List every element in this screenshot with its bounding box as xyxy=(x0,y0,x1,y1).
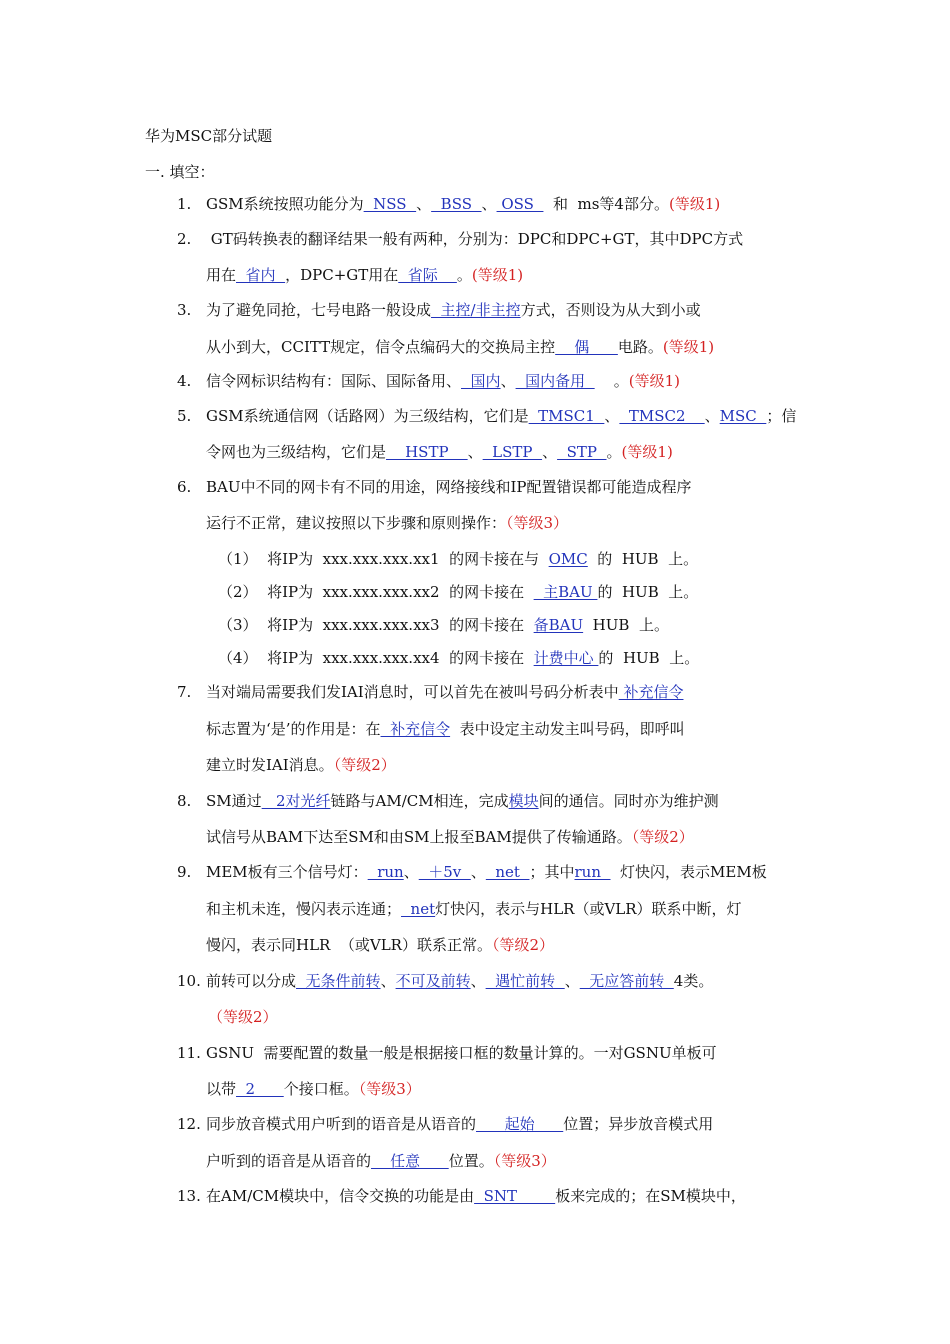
answer-blank: TMSC2 xyxy=(619,407,705,425)
answer-blank: 省内 xyxy=(236,266,286,284)
level-tag: (等级1) xyxy=(621,443,673,461)
question-2-line-1: GT码转换表的翻译结果一般有两种，分别为：DPC和DPC+GT，其中DPC方式 xyxy=(206,230,744,248)
question-1: GSM系统按照功能分为 NSS 、 BSS 、 OSS 和 ms等4部分。(等级1) xyxy=(206,195,721,213)
question-12-line-1: 同步放音模式用户听到的语音是从语音的 起始 位置；异步放音模式用 xyxy=(206,1115,714,1133)
answer-blank: HSTP xyxy=(386,443,468,461)
level-tag: (等级1) xyxy=(668,195,721,213)
question-3-line-2: 从小到大，CCITT规定，信令点编码大的交换局主控 偶 电路。(等级1) xyxy=(206,338,715,356)
answer-blank: SNT xyxy=(474,1187,556,1205)
question-11-line-2: 以带 2 个接口框。（等级3） xyxy=(206,1080,421,1098)
question-5-line-1: GSM系统通信网（话路网）为三级结构，它们是 TMSC1 、 TMSC2 、MSC ；信 xyxy=(206,407,797,425)
answer-blank: ＋5v xyxy=(418,863,471,881)
answer-blank: 偶 xyxy=(555,338,618,356)
question-5-line-2: 令网也为三级结构，它们是 HSTP 、 LSTP 、 STP 。(等级1) xyxy=(206,443,673,461)
question-number: 3. xyxy=(177,301,192,319)
question-12-line-2: 户听到的语音是从语音的 任意 位置。（等级3） xyxy=(206,1152,556,1170)
answer-blank: 主控/非主控 xyxy=(431,301,521,319)
answer-blank: 国内备用 xyxy=(515,372,595,390)
level-tag: （等级2） xyxy=(491,936,555,954)
answer-blank: 2对光纤 xyxy=(261,792,331,810)
question-10-level xyxy=(208,1007,278,1027)
level-tag: （等级3） xyxy=(493,1152,556,1170)
answer-blank: 遇忙前转 xyxy=(485,972,565,990)
question-number: 5. xyxy=(177,407,192,425)
question-8-line-1: SM通过 2对光纤链路与AM/CM相连，完成模块间的通信。同时亦为维护测 xyxy=(206,792,719,810)
answer-blank: STP xyxy=(557,443,607,461)
question-7-line-3: 建立时发IAI消息。（等级2） xyxy=(206,756,396,774)
answer-blank: 模块 xyxy=(508,792,539,810)
answer-blank: 主BAU xyxy=(533,583,598,601)
answer-blank: OSS xyxy=(496,195,544,213)
question-number: 7. xyxy=(177,683,192,701)
question-6-line-1: BAU中不同的网卡有不同的用途，网络接线和IP配置错误都可能造成程序 xyxy=(206,478,692,496)
question-number: 1. xyxy=(177,195,192,213)
answer-blank: 国内 xyxy=(461,372,501,390)
answer-blank: run xyxy=(574,863,611,881)
sub-item: （3） 将IP为 xxx.xxx.xxx.xx3 的网卡接在 备BAU HUB 上。 xyxy=(218,616,669,634)
question-11-line-1: GSNU 需要配置的数量一般是根据接口框的数量计算的。一对GSNU单板可 xyxy=(206,1044,717,1062)
answer-blank: OMC xyxy=(548,550,588,568)
answer-blank: 任意 xyxy=(371,1152,449,1170)
question-10: 前转可以分成 无条件前转、不可及前转、 遇忙前转 、 无应答前转 4类。 xyxy=(206,972,714,990)
question-number: 12. xyxy=(177,1115,201,1133)
question-9-line-1: MEM板有三个信号灯： run、 ＋5v 、 net ；其中run 灯快闪，表示MEM板 xyxy=(206,863,767,881)
answer-blank: MSC xyxy=(719,407,767,425)
answer-blank: run xyxy=(367,863,404,881)
question-3-line-1: 为了避免同抢，七号电路一般设成 主控/非主控方式，否则设为从大到小或 xyxy=(206,301,701,319)
answer-blank: 补充信令 xyxy=(380,720,451,738)
answer-blank: BSS xyxy=(431,195,482,213)
answer-blank: 备BAU xyxy=(533,616,584,634)
level-tag: （等级2） xyxy=(208,1008,278,1026)
level-tag: （等级2） xyxy=(631,828,694,846)
answer-blank: 不可及前转 xyxy=(395,972,471,990)
question-number: 10. xyxy=(177,972,201,990)
answer-blank: net xyxy=(401,900,436,918)
section-heading: 一. 填空： xyxy=(145,163,215,181)
question-6-line-2: 运行不正常，建议按照以下步骤和原则操作：（等级3） xyxy=(206,514,569,532)
question-9-line-2: 和主机未连，慢闪表示连通； net灯快闪，表示与HLR（或VLR）联系中断，灯 xyxy=(206,900,742,918)
sub-item: （2） 将IP为 xxx.xxx.xxx.xx2 的网卡接在 主BAU 的 HUB 上。 xyxy=(218,583,699,601)
answer-blank: 省际 xyxy=(398,266,457,284)
question-number: 13. xyxy=(177,1187,201,1205)
level-tag: （等级3） xyxy=(358,1080,421,1098)
level-tag: (等级1) xyxy=(628,372,680,390)
question-number: 9. xyxy=(177,863,192,881)
question-number: 6. xyxy=(177,478,192,496)
question-number: 2. xyxy=(177,230,192,248)
document-title: 华为MSC部分试题 xyxy=(145,127,273,145)
question-7-line-2: 标志置为‘是’的作用是：在 补充信令 表中设定主动发主叫号码，即呼叫 xyxy=(206,720,685,738)
answer-blank: 2 xyxy=(236,1080,284,1098)
answer-blank: 计费中心 xyxy=(533,649,599,667)
level-tag: (等级1) xyxy=(471,266,524,284)
answer-blank: net xyxy=(485,863,530,881)
sub-item: （1） 将IP为 xxx.xxx.xxx.xx1 的网卡接在与 OMC 的 HUB 上。 xyxy=(218,550,699,568)
sub-item: （4） 将IP为 xxx.xxx.xxx.xx4 的网卡接在 计费中心 的 HUB 上。 xyxy=(218,649,700,667)
answer-blank: 无条件前转 xyxy=(296,972,381,990)
answer-blank: 补充信令 xyxy=(618,683,684,701)
question-2-line-2: 用在 省内 ，DPC+GT用在 省际 。(等级1) xyxy=(206,266,524,284)
question-13-line-1: 在AM/CM模块中，信令交换的功能是由 SNT 板来完成的；在SM模块中， xyxy=(206,1187,746,1205)
answer-blank: NSS xyxy=(363,195,417,213)
question-9-line-3: 慢闪，表示同HLR （或VLR）联系正常。（等级2） xyxy=(206,936,555,954)
level-tag: （等级2） xyxy=(333,756,396,774)
answer-blank: LSTP xyxy=(482,443,543,461)
question-number: 4. xyxy=(177,372,192,390)
question-number: 8. xyxy=(177,792,192,810)
question-4: 信令网标识结构有：国际、国际备用、 国内、 国内备用 。(等级1) xyxy=(206,372,680,390)
answer-blank: 无应答前转 xyxy=(579,972,674,990)
question-number: 11. xyxy=(177,1044,201,1062)
level-tag: （等级3） xyxy=(506,514,569,532)
question-8-line-2: 试信号从BAM下达至SM和由SM上报至BAM提供了传输通路。（等级2） xyxy=(206,828,694,846)
level-tag: (等级1) xyxy=(662,338,715,356)
answer-blank: TMSC1 xyxy=(528,407,605,425)
question-7-line-1: 当对端局需要我们发IAI消息时，可以首先在被叫号码分析表中 补充信令 xyxy=(206,683,684,701)
answer-blank: 起始 xyxy=(476,1115,564,1133)
